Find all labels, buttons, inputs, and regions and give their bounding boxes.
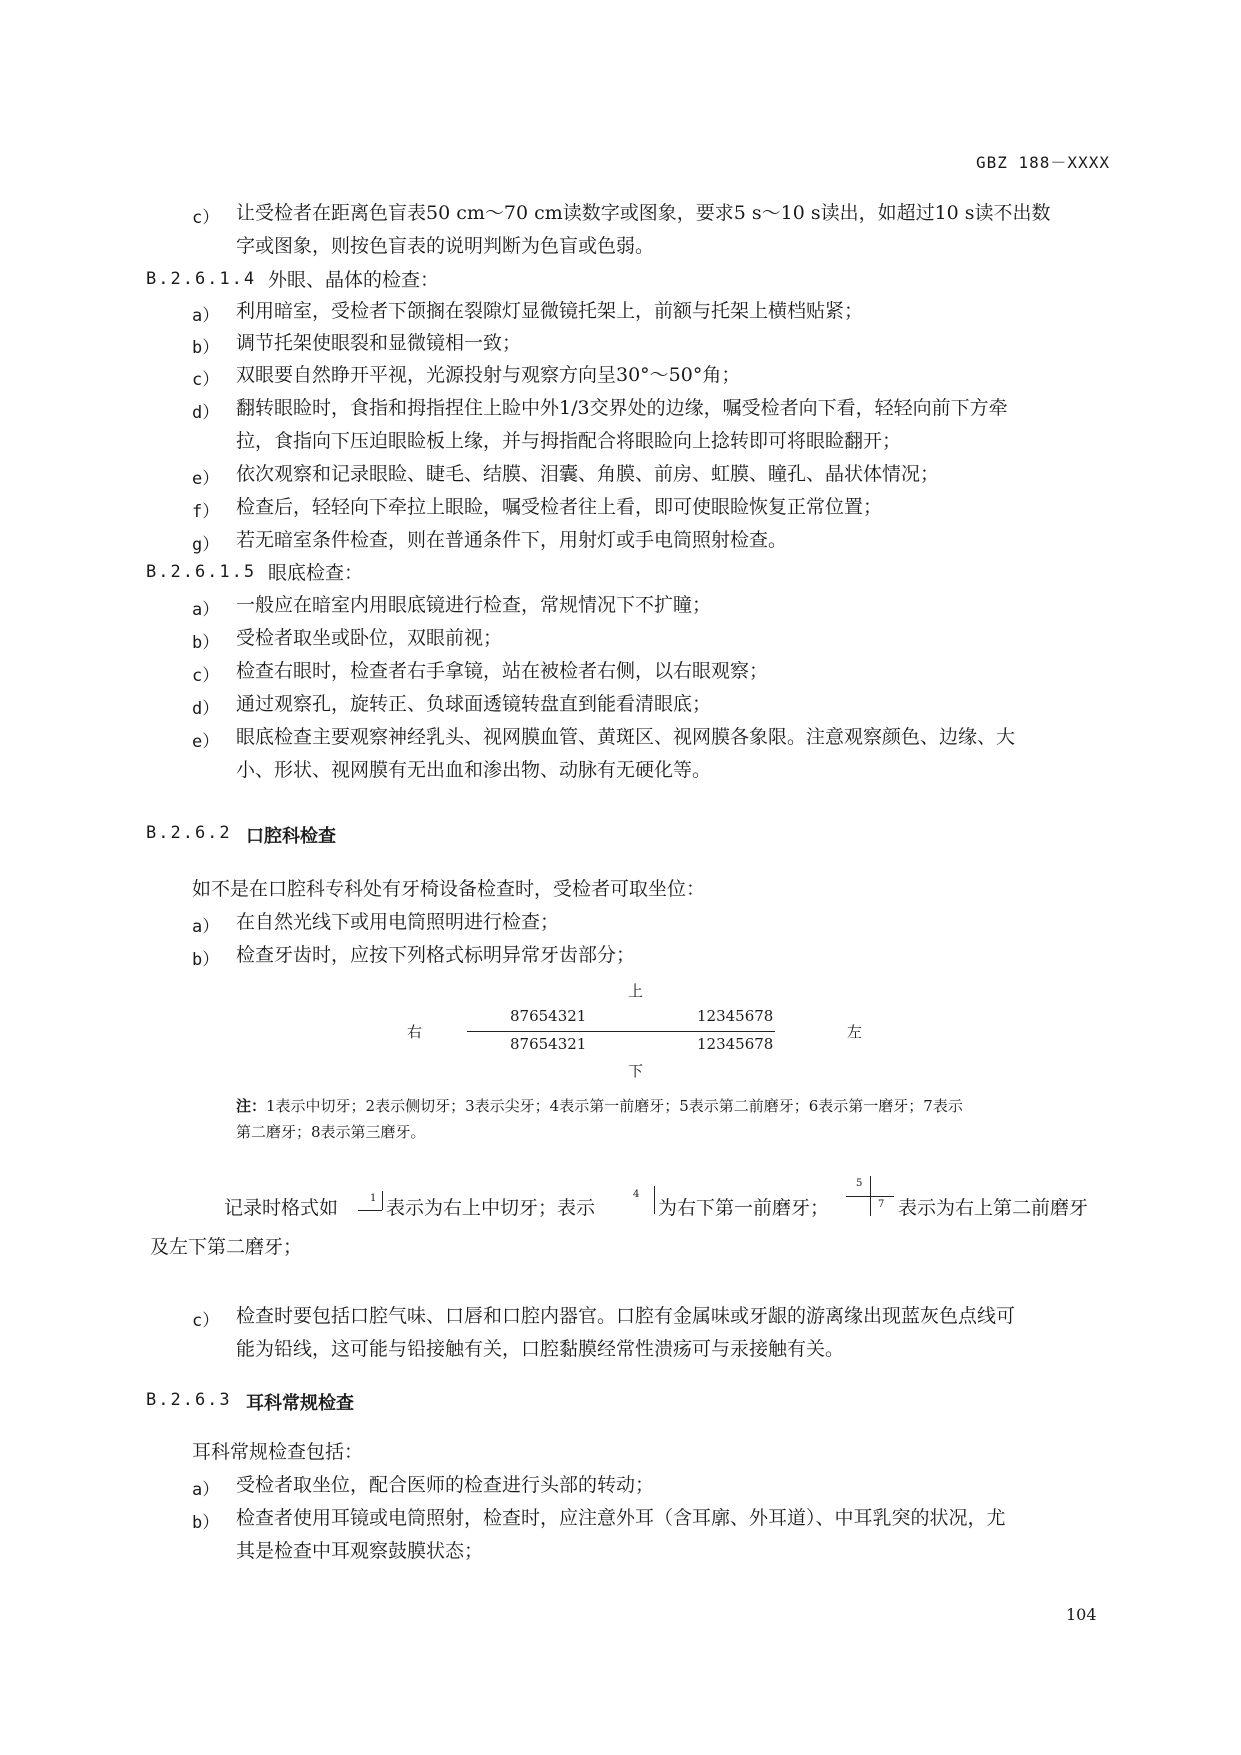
note	[236, 1093, 963, 1119]
item-label: c）	[192, 208, 220, 228]
section-title: 眼底检查：	[268, 562, 364, 584]
tooth-chart-divider	[467, 1031, 775, 1032]
note-prefix: 注：	[236, 1097, 267, 1115]
item-text: 检查后，轻轻向下牵拉上眼睑，嘱受检者往上看，即可使眼睑恢复正常位置；	[236, 496, 883, 518]
example-tooth-number: 1	[370, 1193, 377, 1204]
record-text-4: 表示为右上第二前磨牙	[898, 1197, 1089, 1219]
item-label: g）	[192, 535, 220, 555]
section-number: B.2.6.2	[146, 823, 232, 843]
record-text-1: 记录时格式如	[224, 1197, 339, 1219]
section-number: B.2.6.1.5	[146, 562, 257, 582]
item-label: f）	[192, 502, 220, 522]
item-text: 受检者取坐或卧位，双眼前视；	[236, 627, 503, 649]
item-label: c）	[192, 666, 220, 686]
item-text: 让受检者在距离色盲表50 cm～70 cm读数字或图象，要求5 s～10 s读出，如超过10 s读不出数	[236, 202, 1051, 224]
item-text-cont: 能为铅线，这可能与铅接触有关，口腔黏膜经常性溃疡可与汞接触有关。	[236, 1338, 845, 1360]
note-cont: 第二磨牙；8表示第三磨牙。	[236, 1123, 426, 1141]
item-label: b）	[192, 950, 220, 970]
section-number: B.2.6.1.4	[146, 269, 257, 289]
item-text: 检查牙齿时，应按下列格式标明异常牙齿部分；	[236, 944, 636, 966]
item-label: a）	[192, 1480, 220, 1500]
notation-vline	[382, 1191, 383, 1210]
item-text-cont: 其是检查中耳观察鼓膜状态；	[236, 1540, 484, 1562]
item-text: 利用暗室，受检者下颌搁在裂隙灯显微镜托架上，前额与托架上横档贴紧；	[236, 300, 864, 322]
item-label: e）	[192, 732, 220, 752]
item-text-cont: 拉，食指向下压迫眼睑板上缘，并与拇指配合将眼睑向上捻转即可将眼睑翻开；	[236, 430, 902, 452]
item-text: 在自然光线下或用电筒照明进行检查；	[236, 911, 560, 933]
item-text: 检查时要包括口腔气味、口唇和口腔内器官。口腔有金属味或牙龈的游离缘出现蓝灰色点线可	[236, 1305, 1016, 1327]
notation-vline	[870, 1176, 871, 1216]
section-title: 耳科常规检查	[246, 1393, 354, 1414]
record-text-cont: 及左下第二磨牙；	[150, 1236, 303, 1258]
item-text: 调节托架使眼裂和显微镜相一致；	[236, 332, 522, 354]
item-label: a）	[192, 306, 220, 326]
example-tooth-number: 4	[633, 1189, 640, 1200]
section-intro: 耳科常规检查包括：	[192, 1441, 364, 1463]
item-text: 双眼要自然睁开平视，光源投射与观察方向呈30°～50°角；	[236, 364, 741, 386]
item-label: e）	[192, 469, 220, 489]
example-tooth-number: 7	[878, 1199, 885, 1210]
upper-left-teeth: 12345678	[697, 1007, 774, 1025]
item-label: b）	[192, 633, 220, 653]
item-text: 检查右眼时，检查者右手拿镜，站在被检者右侧，以右眼观察；	[236, 660, 769, 682]
item-label: a）	[192, 600, 220, 620]
item-label: c）	[192, 1311, 220, 1331]
record-text-2: 表示为右上中切牙；表示	[386, 1197, 596, 1219]
lower-left-teeth: 12345678	[697, 1035, 774, 1053]
item-text: 依次观察和记录眼睑、睫毛、结膜、泪囊、角膜、前房、虹膜、瞳孔、晶状体情况；	[236, 463, 940, 485]
notation-vline	[654, 1186, 655, 1214]
item-text: 翻转眼睑时，食指和拇指捏住上睑中外1/3交界处的边缘，嘱受检者向下看，轻轻向前下方牵	[236, 397, 1008, 419]
item-text: 一般应在暗室内用眼底镜进行检查，常规情况下不扩瞳；	[236, 594, 712, 616]
upper-right-teeth: 87654321	[510, 1007, 587, 1025]
tooth-chart-bottom: 下	[628, 1062, 644, 1080]
tooth-chart-top: 上	[628, 982, 644, 1000]
item-label: d）	[192, 403, 220, 423]
note-text: 1表示中切牙；2表示侧切牙；3表示尖牙；4表示第一前磨牙；5表示第二前磨牙；6表示第一磨牙；7表示	[266, 1097, 963, 1115]
doc-code: GBZ 188－XXXX	[976, 153, 1110, 172]
item-text: 眼底检查主要观察神经乳头、视网膜血管、黄斑区、视网膜各象限。注意观察颜色、边缘、大	[236, 726, 1016, 748]
record-text-3: 为右下第一前磨牙；	[658, 1197, 830, 1219]
item-label: b）	[192, 338, 220, 358]
section-title: 外眼、晶体的检查：	[268, 269, 440, 291]
item-label: c）	[192, 370, 220, 390]
section-number: B.2.6.3	[146, 1390, 232, 1410]
section-title: 口腔科检查	[246, 826, 336, 847]
item-label: d）	[192, 699, 220, 719]
page-number: 104	[1066, 1605, 1097, 1624]
item-text-cont: 小、形状、视网膜有无出血和渗出物、动脉有无硬化等。	[236, 759, 712, 781]
item-text: 受检者取坐位，配合医师的检查进行头部的转动；	[236, 1474, 655, 1496]
example-tooth-number: 5	[856, 1178, 863, 1189]
item-text: 检查者使用耳镜或电筒照射，检查时，应注意外耳（含耳廓、外耳道）、中耳乳突的状况，尤	[236, 1507, 1006, 1529]
tooth-chart-right-label: 左	[847, 1023, 863, 1041]
item-text: 若无暗室条件检查，则在普通条件下，用射灯或手电筒照射检查。	[236, 529, 788, 551]
lower-right-teeth: 87654321	[510, 1035, 587, 1053]
notation-hline	[358, 1210, 382, 1211]
item-label: b）	[192, 1513, 220, 1533]
item-text: 通过观察孔，旋转正、负球面透镜转盘直到能看清眼底；	[236, 693, 712, 715]
item-text-cont: 字或图象，则按色盲表的说明判断为色盲或色弱。	[236, 235, 655, 257]
section-intro: 如不是在口腔科专科处有牙椅设备检查时，受检者可取坐位：	[192, 878, 706, 900]
tooth-chart-left-label: 右	[407, 1023, 423, 1041]
item-label: a）	[192, 917, 220, 937]
